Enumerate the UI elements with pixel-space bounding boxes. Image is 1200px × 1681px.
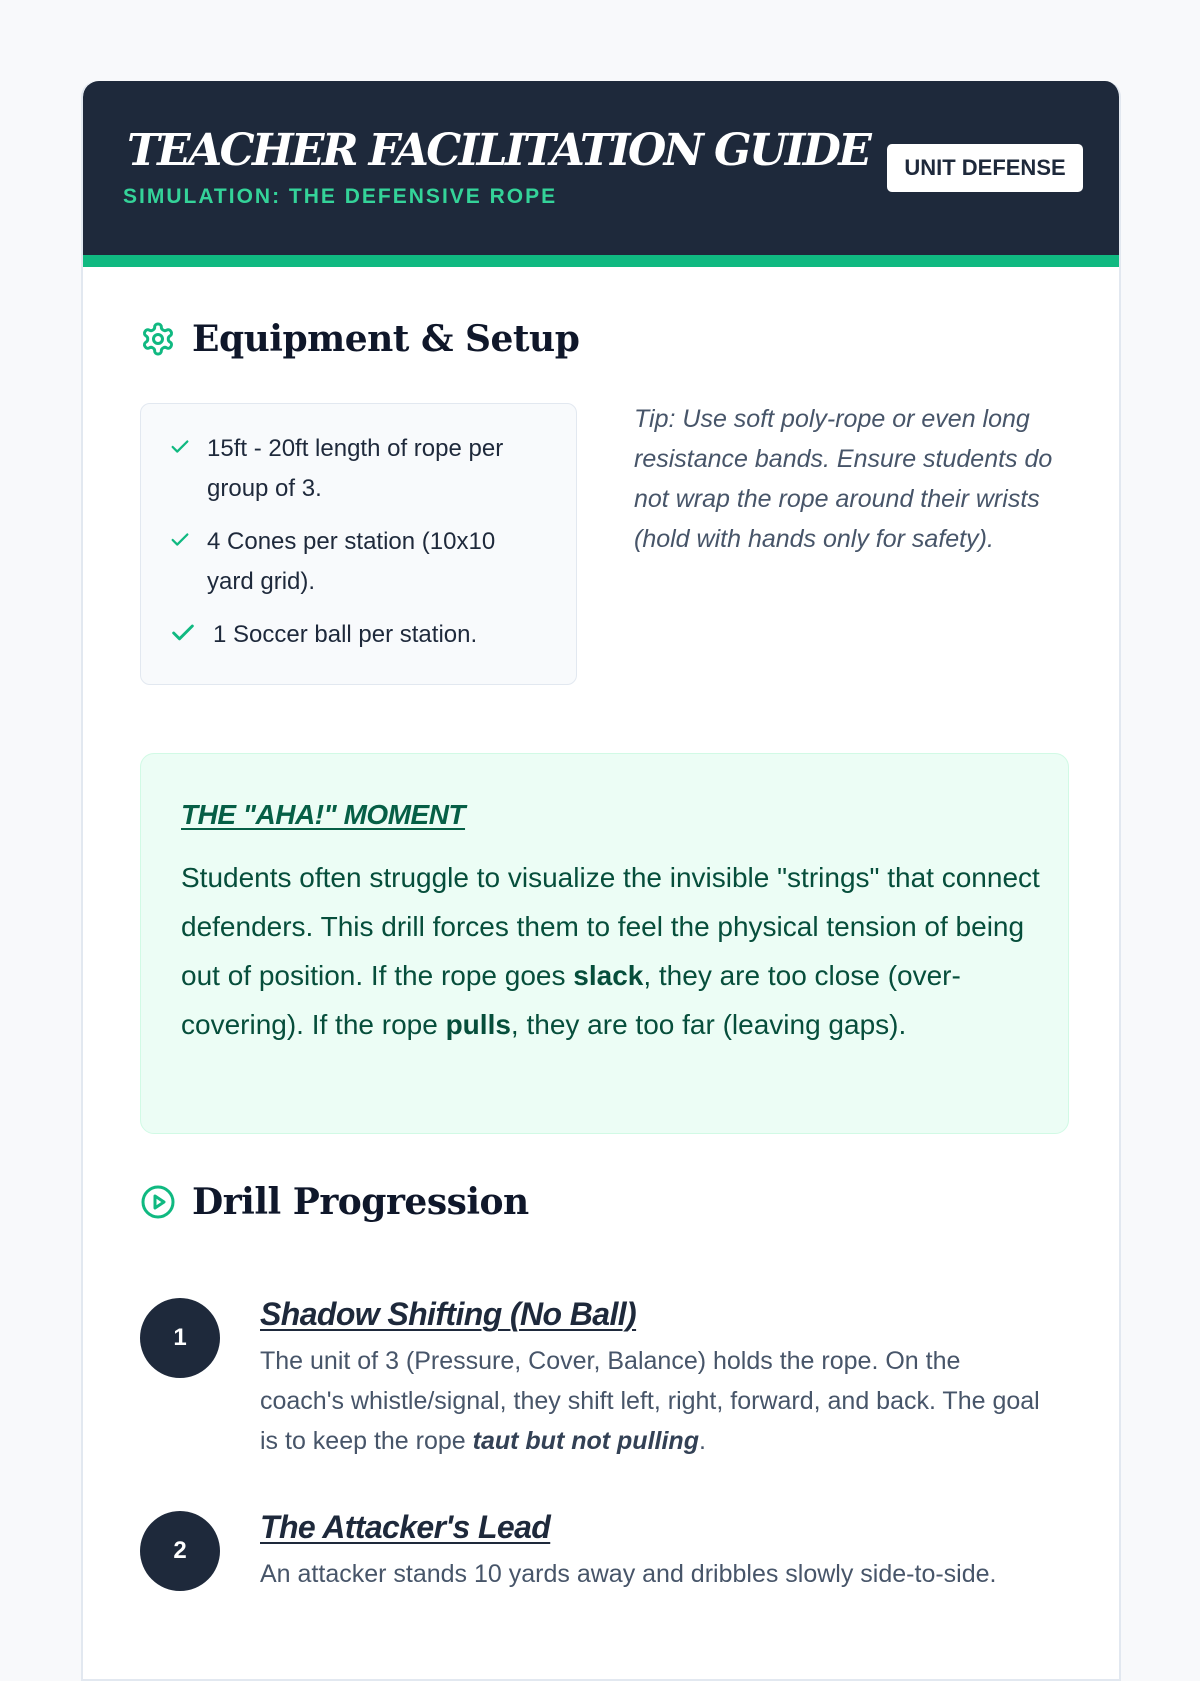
gear-icon <box>140 321 176 357</box>
step-title: The Attacker's Lead <box>260 1509 551 1545</box>
check-icon <box>169 529 191 551</box>
step-title: Shadow Shifting (No Ball) <box>260 1296 637 1332</box>
unit-badge: UNIT DEFENSE <box>887 144 1083 192</box>
page-subtitle: SIMULATION: THE DEFENSIVE ROPE <box>123 185 558 208</box>
list-item <box>169 429 503 509</box>
safety-tip: Tip: Use soft poly-rope or even long resistance bands. Ensure students do not wrap the rope around their wrists (hold with hands only for safety). <box>634 405 1053 553</box>
aha-text-part: Students often struggle to visualize the invisible "strings" that connect defenders. This drill forces them to feel the physical tension of being out of position. If the rope goes <box>181 862 1040 991</box>
aha-emphasis-pulls: pulls <box>445 1009 511 1040</box>
aha-moment-text <box>181 853 1041 1049</box>
step-text: . <box>698 1427 706 1455</box>
equipment-item-text: group of 3. <box>207 475 322 502</box>
step-description <box>260 1554 1050 1594</box>
play-circle-icon <box>140 1184 176 1220</box>
equipment-item-text: 4 Cones per station (10x10 <box>207 528 496 555</box>
aha-emphasis-slack: slack <box>573 960 644 991</box>
equipment-checklist <box>140 403 577 685</box>
drill-section-heading <box>140 1181 529 1223</box>
page-title: TEACHER FACILITATION GUIDE <box>127 125 870 176</box>
equipment-section-heading <box>140 318 579 360</box>
equipment-item-text: 1 Soccer ball per station. <box>213 621 478 648</box>
drill-heading: Drill Progression <box>192 1181 529 1223</box>
list-item <box>169 615 477 655</box>
step-description <box>260 1341 1050 1461</box>
equipment-item-text: 15ft - 20ft length of rope per <box>207 435 504 462</box>
equipment-heading: Equipment & Setup <box>192 318 580 360</box>
step-emphasis: taut but not pulling <box>472 1427 699 1455</box>
facilitation-guide-card <box>81 81 1121 1681</box>
equipment-item-text: yard grid). <box>207 568 316 595</box>
check-icon <box>169 436 191 458</box>
aha-moment-title: THE "AHA!" MOMENT <box>181 799 466 830</box>
step-number-badge: 1 <box>140 1298 220 1378</box>
step-text: The unit of 3 (Pressure, Cover, Balance) holds the rope. On the coach's whistle/signal, they shift left, right, forward, and back. The goal is to keep the rope <box>260 1347 1040 1455</box>
step-text: An attacker stands 10 yards away and dribbles slowly side-to-side. <box>260 1560 997 1588</box>
check-icon <box>169 619 197 647</box>
list-item <box>169 522 495 602</box>
aha-text-part: , they are too far (leaving gaps). <box>510 1009 907 1040</box>
aha-moment-callout <box>140 753 1069 1134</box>
aha-text-part: , they are too close (over-covering). If the rope <box>181 960 961 1040</box>
guide-header <box>83 81 1121 267</box>
step-number-badge: 2 <box>140 1511 220 1591</box>
